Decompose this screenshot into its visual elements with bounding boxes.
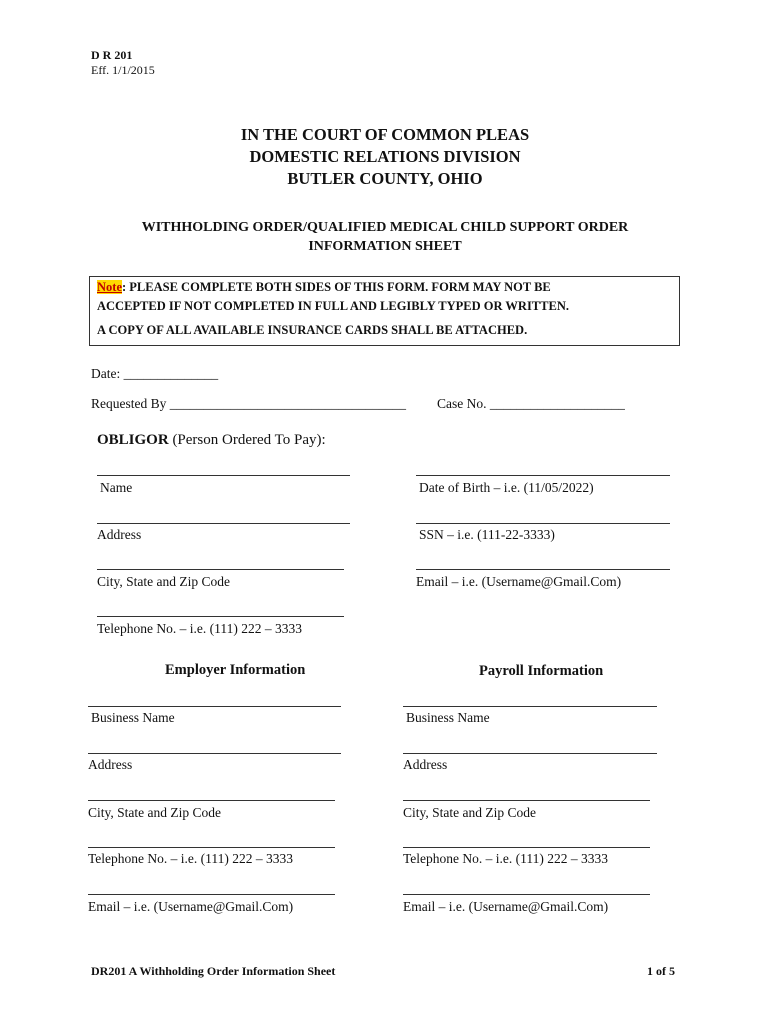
page-number: 1 of 5 [647, 964, 675, 978]
obligor-ssn-label: SSN – i.e. (111-22-3333) [419, 527, 555, 542]
obligor-email-line[interactable] [416, 569, 670, 570]
obligor-address-line[interactable] [97, 523, 350, 524]
employer-telephone-label: Telephone No. – i.e. (111) 222 – 3333 [88, 851, 294, 866]
footer-title: DR201 A Withholding Order Information Sheet [91, 964, 336, 978]
obligor-name-line[interactable] [97, 475, 350, 476]
court-heading [0, 124, 770, 190]
obligor-ssn-line[interactable] [416, 523, 670, 524]
court-line-3: BUTLER COUNTY, OHIO [287, 169, 483, 188]
obligor-heading [97, 432, 326, 449]
subtitle-line-2: INFORMATION SHEET [308, 239, 462, 254]
payroll-business-name-label: Business Name [406, 710, 490, 725]
obligor-name-label: Name [100, 480, 133, 495]
employer-business-name-label: Business Name [91, 710, 175, 725]
subtitle-line-1: WITHHOLDING ORDER/QUALIFIED MEDICAL CHILD SUPPORT ORDER [141, 220, 629, 235]
obligor-email-label: Email – i.e. (Username@Gmail.Com) [416, 574, 622, 589]
court-line-1: IN THE COURT OF COMMON PLEAS [240, 125, 530, 144]
note-label: Note [97, 280, 122, 294]
employer-city-label: City, State and Zip Code [88, 805, 221, 820]
payroll-email-label: Email – i.e. (Username@Gmail.Com) [403, 899, 609, 914]
obligor-title: OBLIGOR [97, 432, 169, 448]
employer-address-line[interactable] [88, 753, 341, 754]
payroll-city-label: City, State and Zip Code [403, 805, 536, 820]
payroll-heading: Payroll Information [479, 663, 604, 679]
obligor-telephone-line[interactable] [97, 616, 344, 617]
note-line-1-text: : PLEASE COMPLETE BOTH SIDES OF THIS FORM. FORM MAY NOT BE [122, 280, 551, 294]
obligor-telephone-label: Telephone No. – i.e. (111) 222 – 3333 [97, 621, 303, 636]
note-line-2: ACCEPTED IF NOT COMPLETED IN FULL AND LEGIBLY TYPED OR WRITTEN. [97, 299, 569, 313]
obligor-subtitle: (Person Ordered To Pay): [168, 432, 326, 448]
payroll-address-line[interactable] [403, 753, 657, 754]
case-number-field[interactable]: Case No. ____________________ [437, 396, 625, 411]
payroll-business-name-line[interactable] [403, 706, 657, 707]
court-line-2: DOMESTIC RELATIONS DIVISION [249, 147, 521, 166]
obligor-dob-label: Date of Birth – i.e. (11/05/2022) [419, 480, 594, 495]
requested-by-field[interactable]: Requested By ___________________________________ [91, 396, 406, 411]
payroll-email-line[interactable] [403, 894, 650, 895]
note-line-3: A COPY OF ALL AVAILABLE INSURANCE CARDS SHALL BE ATTACHED. [97, 323, 528, 337]
date-field[interactable]: Date: ______________ [91, 366, 219, 381]
employer-business-name-line[interactable] [88, 706, 341, 707]
note-box [89, 276, 680, 346]
employer-telephone-line[interactable] [88, 847, 335, 848]
form-id: D R 201 [91, 48, 133, 62]
form-effective-date: Eff. 1/1/2015 [91, 63, 155, 77]
obligor-address-label: Address [97, 527, 142, 542]
payroll-address-label: Address [403, 757, 448, 772]
obligor-city-label: City, State and Zip Code [97, 574, 230, 589]
obligor-city-line[interactable] [97, 569, 344, 570]
obligor-dob-line[interactable] [416, 475, 670, 476]
payroll-city-line[interactable] [403, 800, 650, 801]
employer-heading: Employer Information [165, 662, 306, 678]
employer-city-line[interactable] [88, 800, 335, 801]
employer-email-label: Email – i.e. (Username@Gmail.Com) [88, 899, 294, 914]
payroll-telephone-line[interactable] [403, 847, 650, 848]
form-subtitle [0, 218, 770, 256]
payroll-telephone-label: Telephone No. – i.e. (111) 222 – 3333 [403, 851, 609, 866]
employer-address-label: Address [88, 757, 133, 772]
note-line-1 [97, 280, 551, 295]
employer-email-line[interactable] [88, 894, 335, 895]
